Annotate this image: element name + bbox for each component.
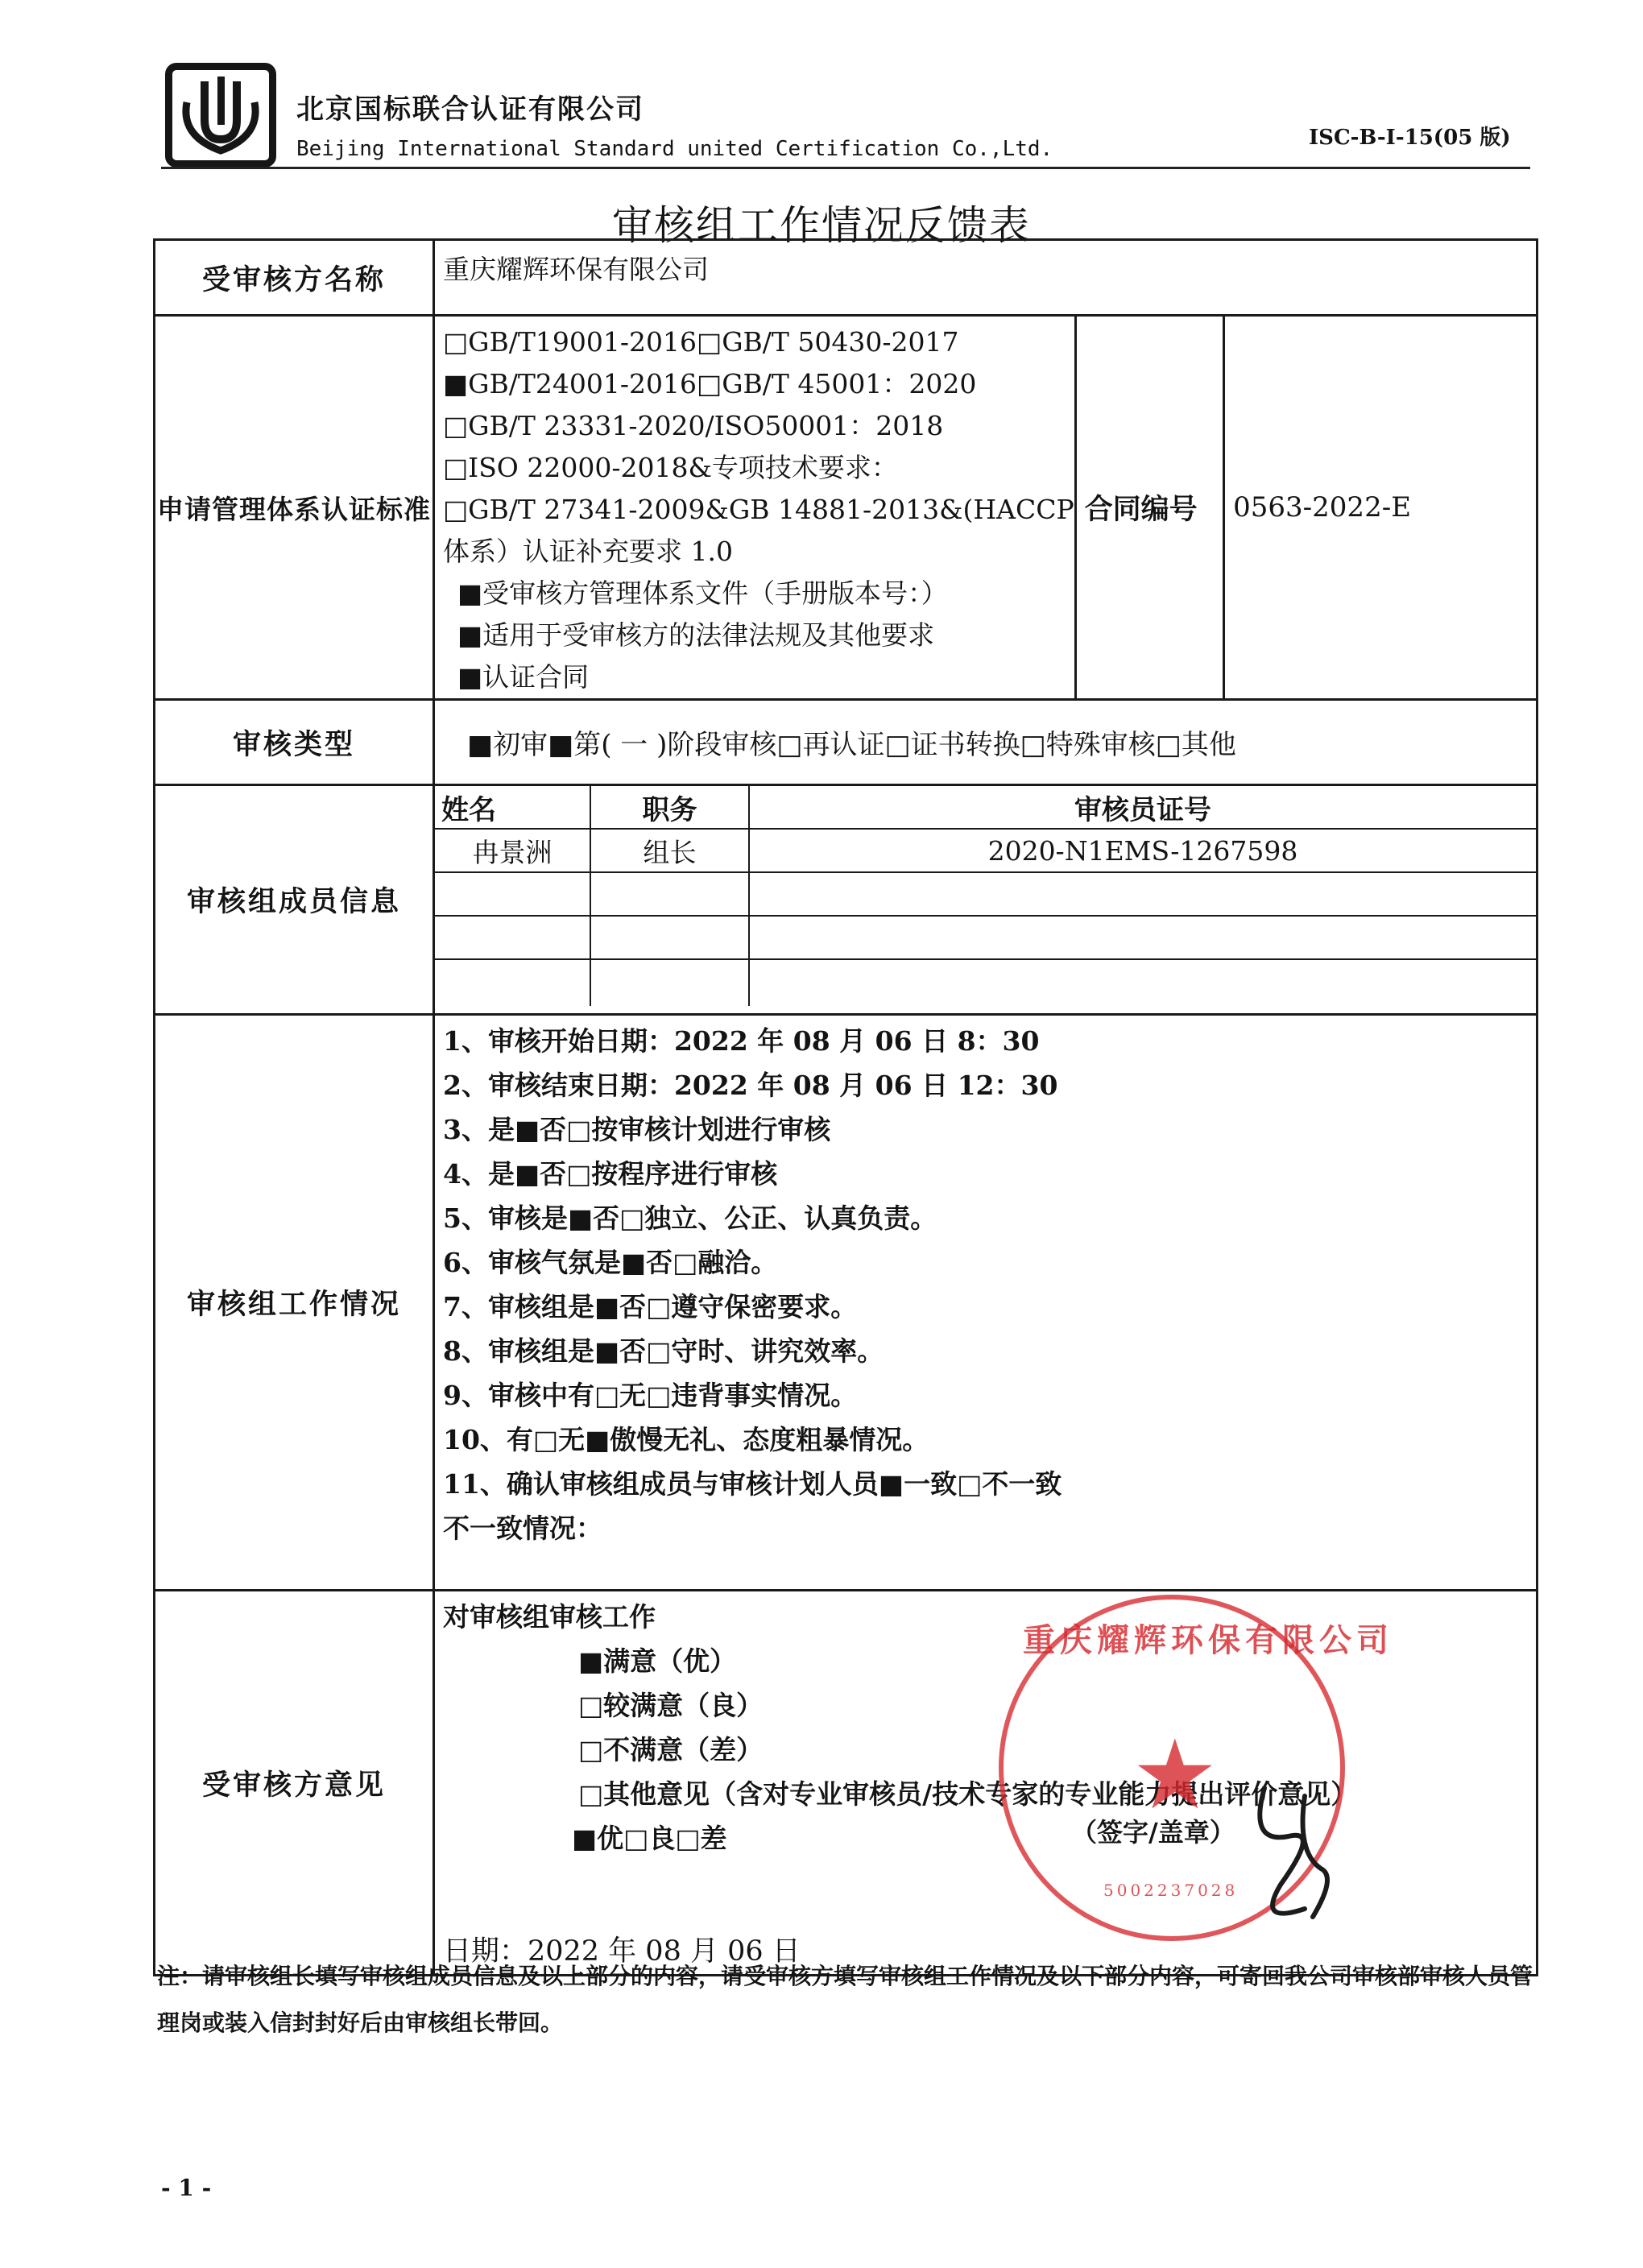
opinion-date: 日期：2022 年 08 月 06 日 (442, 1935, 801, 1968)
table-row (435, 916, 1536, 959)
row-work (155, 1015, 1537, 1591)
auditee-value: 重庆耀辉环保有限公司 (433, 240, 1537, 316)
seal-text: 重庆耀辉环保有限公司 (1023, 1621, 1393, 1659)
opinion-title: 对审核组审核工作 (442, 1601, 656, 1633)
work-item: 3、是■否□按审核计划进行审核 (442, 1114, 831, 1145)
company-name-en: Beijing International Standard united Certification Co.,Ltd. (296, 137, 1053, 161)
audit-type-label: 审核类型 (155, 700, 434, 785)
opinion-option: □较满意（良） (577, 1690, 764, 1721)
footnote: 注：请审核组长填写审核组成员信息及以上部分的内容，请受审核方填写审核组工作情况及以下部分内容，可寄回我公司审核部审核人员管理岗或装入信封封好后由审核组长带回。 (157, 1963, 1533, 2036)
work-item: 1、审核开始日期：2022 年 08 月 06 日 8：30 (442, 1025, 1040, 1057)
member-cert (749, 916, 1536, 959)
standard-line: ■适用于受审核方的法律法规及其他要求 (457, 619, 935, 651)
member-name (435, 959, 590, 1006)
work-item: 6、审核气氛是■否□融洽。 (442, 1247, 778, 1278)
row-standards (155, 316, 1537, 700)
page-number: - 1 - (161, 2175, 212, 2201)
work-item: 11、确认审核组成员与审核计划人员■一致□不一致 (442, 1468, 1062, 1500)
standard-line: □GB/T 27341-2009&GB 14881-2013&(HACCP (442, 494, 1074, 525)
member-cert: 2020-N1EMS-1267598 (749, 829, 1536, 872)
header-divider (161, 167, 1530, 169)
members-header-cert: 审核员证号 (749, 786, 1536, 829)
work-items (433, 1015, 1537, 1591)
opinion-option: ■满意（优） (577, 1645, 737, 1677)
member-role (590, 959, 749, 1006)
work-item: 7、审核组是■否□遵守保密要求。 (442, 1291, 858, 1322)
members-table (435, 786, 1536, 1006)
member-role (590, 872, 749, 916)
standard-label: 申请管理体系认证标准 (155, 316, 434, 700)
work-item: 9、审核中有□无□违背事实情况。 (442, 1380, 858, 1411)
opinion-label: 受审核方意见 (155, 1591, 434, 1976)
contract-number: 0563-2022-E (1224, 316, 1537, 700)
work-item: 10、有□无■傲慢无礼、态度粗暴情况。 (442, 1424, 929, 1455)
opinion-option: □其他意见（含对专业审核员/技术专家的专业能力提出评价意见） (577, 1778, 1358, 1810)
work-item: 不一致情况： (442, 1513, 602, 1544)
auditee-label: 受审核方名称 (155, 240, 434, 316)
member-name (435, 872, 590, 916)
audit-type-value: ■初审■第( 一 )阶段审核□再认证□证书转换□特殊审核□其他 (433, 700, 1537, 785)
logo-mark-icon (172, 70, 269, 160)
members-header-row (435, 786, 1536, 829)
members-label: 审核组成员信息 (155, 785, 434, 1015)
standard-line: ■认证合同 (457, 661, 590, 693)
member-role: 组长 (590, 829, 749, 872)
contract-label: 合同编号 (1075, 316, 1224, 700)
member-cert (749, 959, 1536, 1006)
standard-line: 体系）认证补充要求 1.0 (442, 536, 733, 567)
standard-line: □GB/T 23331-2020/ISO50001：2018 (442, 410, 944, 441)
table-row (435, 872, 1536, 916)
members-header-name: 姓名 (435, 786, 590, 829)
work-item: 4、是■否□按程序进行审核 (442, 1158, 778, 1190)
document-code: ISC-B-I-15(05 版) (1309, 126, 1511, 150)
standard-line: □GB/T19001-2016□GB/T 50430-2017 (442, 326, 959, 358)
standard-line: ■受审核方管理体系文件（手册版本号：） (457, 577, 948, 609)
work-item: 2、审核结束日期：2022 年 08 月 06 日 12：30 (442, 1070, 1058, 1101)
table-row (435, 829, 1536, 872)
work-label: 审核组工作情况 (155, 1015, 434, 1591)
sign-label: （签字/盖章） (1071, 1817, 1235, 1848)
member-name (435, 916, 590, 959)
standard-line: ■GB/T24001-2016□GB/T 45001：2020 (442, 368, 977, 399)
members-cell (433, 785, 1537, 1015)
member-role (590, 916, 749, 959)
standards-list (433, 316, 1075, 700)
standard-line: □ISO 22000-2018&专项技术要求： (442, 452, 898, 483)
row-members (155, 785, 1537, 1015)
seal-number: 5002237028 (1103, 1881, 1239, 1900)
seal-star-icon: ★ (1132, 1720, 1219, 1831)
company-name-cn: 北京国标联合认证有限公司 (296, 93, 644, 126)
member-cert (749, 872, 1536, 916)
company-logo (165, 63, 276, 168)
opinion-rating: ■优□良□差 (571, 1823, 727, 1854)
handwritten-signature (1232, 1772, 1345, 1933)
members-header-role: 职务 (590, 786, 749, 829)
work-item: 8、审核组是■否□守时、讲究效率。 (442, 1335, 884, 1367)
work-item: 5、审核是■否□独立、公正、认真负责。 (442, 1202, 937, 1234)
member-name: 冉景洲 (435, 829, 590, 872)
table-row (435, 959, 1536, 1006)
row-auditee (155, 240, 1537, 316)
row-audit-type (155, 700, 1537, 785)
form-title: 审核组工作情况反馈表 (612, 202, 1031, 249)
opinion-option: □不满意（差） (577, 1734, 764, 1765)
